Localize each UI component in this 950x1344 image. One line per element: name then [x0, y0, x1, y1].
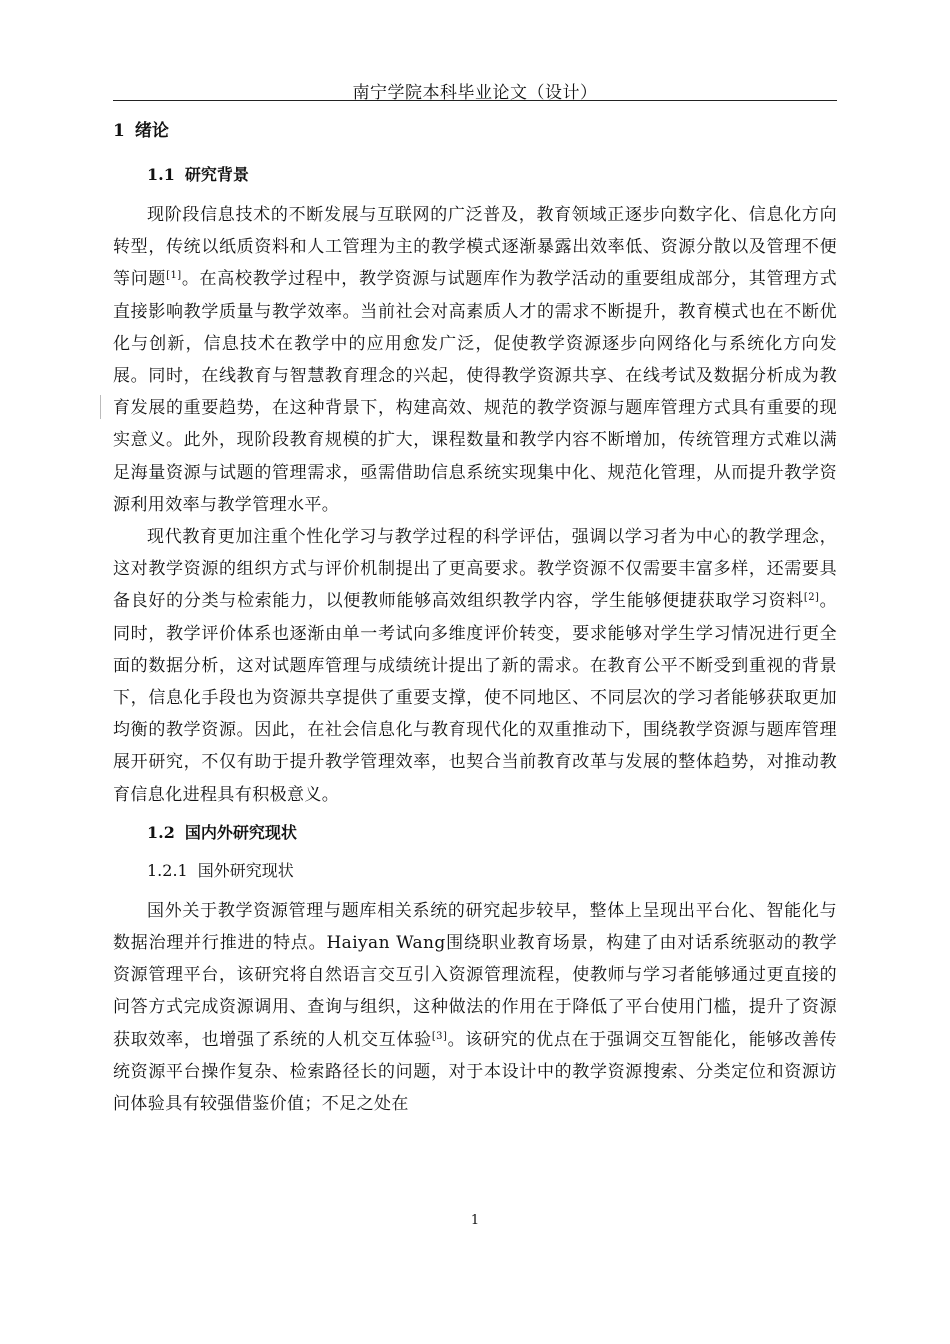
section-title: 国内外研究现状 — [184, 822, 297, 842]
header-rule — [113, 100, 837, 101]
paragraph-text: 。在高校教学过程中，教学资源与试题库作为教学活动的重要组成部分，其管理方式直接影响教学质量与教学效率。当前社会对高素质人才的需求不断提升，教育模式也在不断优化与创新，信息技术在教学中的应用愈发广泛，促使教学资源逐步向网络化与系统化方向发展。同时，在线教育与智慧教育理念的兴起，使得教学资源共享、在线考试及数据分析成为教育发展的重要趋势，在这种背景下，构建高效、规范的教学资源与题库管理方式具有重要的现实意义。此外，现阶段教育规模的扩大，课程数量和教学内容不断增加，传统管理方式难以满足海量资源与试题的管理需求，亟需借助信息系统实现集中化、规范化管理，从而提升教学资源利用效率与教学管理水平。 — [113, 269, 837, 515]
citation-ref-1[interactable]: [1] — [166, 270, 182, 282]
citation-ref-2[interactable]: [2] — [803, 592, 820, 604]
section-number: 1.2 — [147, 822, 175, 842]
page-number: 1 — [470, 1213, 480, 1228]
revision-margin-mark — [100, 395, 101, 419]
paragraph-text: 国外关于教学资源管理与题库相关系统的研究起步较早，整体上呈现出平台化、智能化与数据治理并行推进的特点。Haiyan Wang围绕职业教育场景，构建了由对话系统驱动的教学资源管理平台，该研究将自然语言交互引入资源管理流程，使教师与学习者能够通过更直接的问答方式完成资源调用、查询与组织，这种做法的作用在于降低了平台使用门槛，提升了资源获取效率，也增强了系统的人机交互体验 — [113, 900, 837, 1050]
body-content — [113, 117, 837, 1120]
paragraph-background-2 — [113, 521, 837, 811]
chapter-title: 绪论 — [134, 121, 169, 141]
paragraph-text: 。该研究的优点在于强调交互智能化，能够改善传统资源平台操作复杂、检索路径长的问题，对于本设计中的教学资源搜索、分类定位和资源访问体验具有较强借鉴价值；不足之处在 — [113, 1029, 837, 1115]
running-header: 南宁学院本科毕业论文（设计） — [352, 83, 598, 103]
section-title: 研究背景 — [184, 165, 249, 184]
subsection-number: 1.2.1 — [147, 860, 188, 880]
paragraph-text: 。同时，教学评价体系也逐渐由单一考试向多维度评价转变，要求能够对学生学习情况进行更全面的数据分析，这对试题库管理与成绩统计提出了新的需求。在教育公平不断受到重视的背景下，信息化手段也为资源共享提供了重要支撑，使不同地区、不同层次的学习者能够获取更加均衡的教学资源。因此，在社会信息化与教育现代化的双重推动下，围绕教学资源与题库管理展开研究，不仅有助于提升教学管理效率，也契合当前教育改革与发展的整体趋势，对推动教育信息化进程具有积极意义。 — [113, 591, 837, 805]
chapter-number: 1 — [113, 121, 125, 141]
paragraph-background-1 — [113, 199, 837, 521]
citation-ref-3[interactable]: [3] — [431, 1030, 448, 1042]
section-heading-1-1 — [113, 161, 837, 189]
subsection-title: 国外研究现状 — [197, 860, 294, 880]
subsection-heading-1-2-1 — [113, 857, 837, 885]
paragraph-text: 现阶段信息技术的不断发展与互联网的广泛普及，教育领域正逐步向数字化、信息化方向转型，传统以纸质资料和人工管理为主的教学模式逐渐暴露出效率低、资源分散以及管理不便等问题 — [113, 205, 837, 290]
section-number: 1.1 — [147, 165, 175, 184]
chapter-heading — [113, 117, 837, 145]
paragraph-text: 现代教育更加注重个性化学习与教学过程的科学评估，强调以学习者为中心的教学理念，这对教学资源的组织方式与评价机制提出了更高要求。教学资源不仅需要丰富多样，还需要具备良好的分类与检索能力，以便教师能够高效组织教学内容，学生能够便捷获取学习资料 — [113, 527, 837, 612]
section-heading-1-2 — [113, 819, 837, 847]
paragraph-foreign-research — [113, 895, 837, 1120]
